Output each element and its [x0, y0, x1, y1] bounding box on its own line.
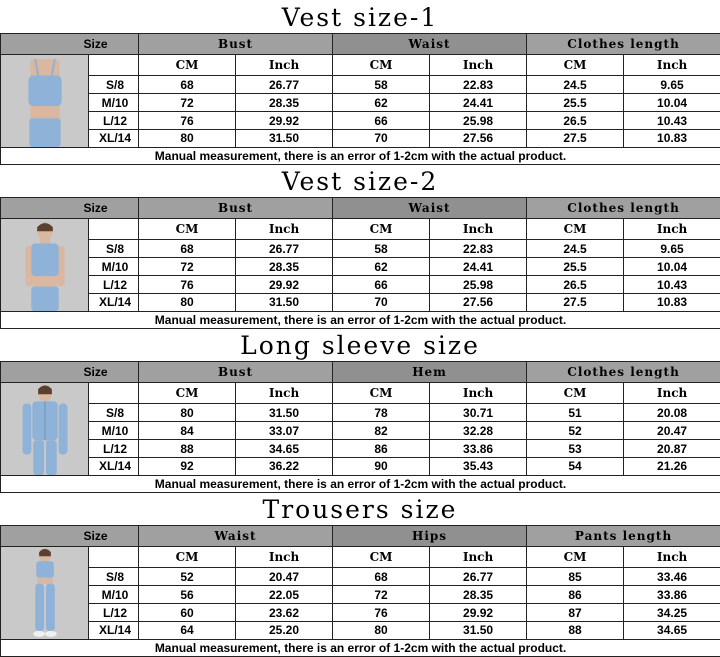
value-cell: 88 — [139, 440, 236, 458]
value-cell: 58 — [333, 76, 430, 94]
value-cell: 34.25 — [624, 604, 720, 622]
value-cell: 10.83 — [624, 129, 720, 147]
size-cell: S/8 — [89, 76, 139, 94]
value-cell: 27.5 — [527, 129, 624, 147]
value-cell: 26.77 — [236, 76, 333, 94]
value-cell: 21.26 — [624, 457, 720, 475]
value-cell: 36.22 — [236, 457, 333, 475]
value-cell: 72 — [139, 258, 236, 276]
value-cell: 20.47 — [624, 422, 720, 440]
value-cell: 80 — [139, 293, 236, 311]
size-cell: XL/14 — [89, 129, 139, 147]
value-cell: 58 — [333, 240, 430, 258]
size-cell: S/8 — [89, 240, 139, 258]
value-cell: 70 — [333, 129, 430, 147]
unit-header: Inch — [624, 219, 720, 240]
value-cell: 25.98 — [430, 112, 527, 130]
measurement-note: Manual measurement, there is an error of 1-2cm with the actual product. — [1, 476, 720, 493]
table-row — [1, 94, 720, 112]
value-cell: 29.92 — [236, 112, 333, 130]
size-table-section — [0, 164, 720, 328]
size-header: Size — [1, 198, 139, 219]
table-row — [1, 568, 720, 586]
blue-leggings-model-image — [1, 547, 89, 639]
table-row — [1, 129, 720, 147]
value-cell: 34.65 — [624, 621, 720, 639]
unit-header: CM — [139, 219, 236, 240]
table-row — [1, 440, 720, 458]
value-cell: 28.35 — [236, 258, 333, 276]
measurement-note: Manual measurement, there is an error of 1-2cm with the actual product. — [1, 148, 720, 165]
unit-header: Inch — [430, 383, 527, 404]
value-cell: 64 — [139, 621, 236, 639]
value-cell: 80 — [139, 404, 236, 422]
measure-group-header: Waist — [139, 526, 333, 547]
table-row — [1, 621, 720, 639]
value-cell: 68 — [333, 568, 430, 586]
value-cell: 28.35 — [236, 94, 333, 112]
size-table-section — [0, 492, 720, 656]
value-cell: 72 — [139, 94, 236, 112]
blue-sports-bra-model-image — [1, 55, 89, 147]
measure-group-header: Clothes length — [527, 362, 720, 383]
unit-header: CM — [139, 55, 236, 76]
value-cell: 92 — [139, 457, 236, 475]
unit-header: Inch — [430, 547, 527, 568]
value-cell: 27.5 — [527, 293, 624, 311]
table-title: Long sleeve size — [0, 328, 720, 361]
blue-long-sleeve-model-image — [1, 383, 89, 475]
measure-group-header: Hips — [333, 526, 527, 547]
value-cell: 32.28 — [430, 422, 527, 440]
measure-group-header: Waist — [333, 198, 527, 219]
value-cell: 10.43 — [624, 276, 720, 294]
table-row — [1, 586, 720, 604]
size-cell: M/10 — [89, 94, 139, 112]
value-cell: 35.43 — [430, 457, 527, 475]
table-row — [1, 76, 720, 94]
value-cell: 84 — [139, 422, 236, 440]
value-cell: 68 — [139, 76, 236, 94]
measure-group-header: Bust — [139, 34, 333, 55]
value-cell: 25.20 — [236, 621, 333, 639]
value-cell: 31.50 — [236, 293, 333, 311]
value-cell: 54 — [527, 457, 624, 475]
table-row — [1, 404, 720, 422]
value-cell: 25.5 — [527, 94, 624, 112]
value-cell: 56 — [139, 586, 236, 604]
size-cell: M/10 — [89, 422, 139, 440]
unit-header: CM — [139, 547, 236, 568]
value-cell: 76 — [139, 112, 236, 130]
value-cell: 90 — [333, 457, 430, 475]
table-row — [1, 276, 720, 294]
model-photo — [1, 55, 89, 148]
value-cell: 24.5 — [527, 240, 624, 258]
value-cell: 34.65 — [236, 440, 333, 458]
size-cell: L/12 — [89, 112, 139, 130]
table-row — [1, 112, 720, 130]
value-cell: 29.92 — [236, 276, 333, 294]
value-cell: 23.62 — [236, 604, 333, 622]
unit-header: CM — [527, 547, 624, 568]
value-cell: 28.35 — [430, 586, 527, 604]
value-cell: 33.46 — [624, 568, 720, 586]
value-cell: 52 — [139, 568, 236, 586]
value-cell: 26.77 — [430, 568, 527, 586]
unit-header: CM — [527, 383, 624, 404]
value-cell: 31.50 — [236, 404, 333, 422]
measurement-note: Manual measurement, there is an error of 1-2cm with the actual product. — [1, 640, 720, 657]
value-cell: 31.50 — [430, 621, 527, 639]
value-cell: 60 — [139, 604, 236, 622]
blue-crop-top-model-image — [1, 219, 89, 311]
value-cell: 10.43 — [624, 112, 720, 130]
value-cell: 27.56 — [430, 129, 527, 147]
value-cell: 51 — [527, 404, 624, 422]
unit-header: Inch — [236, 55, 333, 76]
value-cell: 24.5 — [527, 76, 624, 94]
size-table — [0, 361, 720, 493]
size-cell: S/8 — [89, 568, 139, 586]
value-cell: 78 — [333, 404, 430, 422]
value-cell: 25.98 — [430, 276, 527, 294]
value-cell: 66 — [333, 112, 430, 130]
size-cell: XL/14 — [89, 621, 139, 639]
unit-header: CM — [527, 55, 624, 76]
unit-header: Inch — [624, 55, 720, 76]
value-cell: 76 — [333, 604, 430, 622]
table-title: Vest size-1 — [0, 0, 720, 33]
value-cell: 9.65 — [624, 76, 720, 94]
table-row — [1, 258, 720, 276]
value-cell: 10.04 — [624, 258, 720, 276]
value-cell: 53 — [527, 440, 624, 458]
size-table — [0, 197, 720, 329]
size-cell: L/12 — [89, 604, 139, 622]
value-cell: 86 — [527, 586, 624, 604]
measure-group-header: Hem — [333, 362, 527, 383]
size-table-section — [0, 328, 720, 492]
model-photo — [1, 547, 89, 640]
value-cell: 87 — [527, 604, 624, 622]
size-header: Size — [1, 362, 139, 383]
value-cell: 24.41 — [430, 94, 527, 112]
size-header: Size — [1, 526, 139, 547]
value-cell: 82 — [333, 422, 430, 440]
value-cell: 33.86 — [624, 586, 720, 604]
size-header: Size — [1, 34, 139, 55]
value-cell: 76 — [139, 276, 236, 294]
size-cell: L/12 — [89, 276, 139, 294]
value-cell: 66 — [333, 276, 430, 294]
size-cell: M/10 — [89, 258, 139, 276]
unit-header: CM — [139, 383, 236, 404]
measure-group-header: Waist — [333, 34, 527, 55]
size-cell: XL/14 — [89, 293, 139, 311]
value-cell: 24.41 — [430, 258, 527, 276]
table-title: Trousers size — [0, 492, 720, 525]
measure-group-header: Clothes length — [527, 198, 720, 219]
unit-header: Inch — [430, 55, 527, 76]
size-table — [0, 33, 720, 165]
size-table — [0, 525, 720, 657]
value-cell: 72 — [333, 586, 430, 604]
value-cell: 22.83 — [430, 76, 527, 94]
table-row — [1, 422, 720, 440]
value-cell: 68 — [139, 240, 236, 258]
value-cell: 20.47 — [236, 568, 333, 586]
unit-header: CM — [333, 55, 430, 76]
model-photo — [1, 383, 89, 476]
measure-group-header: Clothes length — [527, 34, 720, 55]
value-cell: 10.04 — [624, 94, 720, 112]
table-row — [1, 293, 720, 311]
measure-group-header: Bust — [139, 198, 333, 219]
value-cell: 33.07 — [236, 422, 333, 440]
value-cell: 20.08 — [624, 404, 720, 422]
unit-header: CM — [333, 219, 430, 240]
value-cell: 22.83 — [430, 240, 527, 258]
unit-header: CM — [333, 547, 430, 568]
value-cell: 22.05 — [236, 586, 333, 604]
measure-group-header: Pants length — [527, 526, 720, 547]
value-cell: 70 — [333, 293, 430, 311]
value-cell: 85 — [527, 568, 624, 586]
value-cell: 9.65 — [624, 240, 720, 258]
value-cell: 27.56 — [430, 293, 527, 311]
size-cell: XL/14 — [89, 457, 139, 475]
measurement-note: Manual measurement, there is an error of 1-2cm with the actual product. — [1, 312, 720, 329]
size-table-section — [0, 0, 720, 164]
value-cell: 80 — [139, 129, 236, 147]
unit-header: Inch — [236, 383, 333, 404]
measure-group-header: Bust — [139, 362, 333, 383]
unit-header: Inch — [624, 383, 720, 404]
size-cell: S/8 — [89, 404, 139, 422]
unit-header: CM — [527, 219, 624, 240]
value-cell: 33.86 — [430, 440, 527, 458]
value-cell: 62 — [333, 94, 430, 112]
table-row — [1, 240, 720, 258]
table-row — [1, 604, 720, 622]
size-cell: M/10 — [89, 586, 139, 604]
value-cell: 88 — [527, 621, 624, 639]
value-cell: 30.71 — [430, 404, 527, 422]
size-cell: L/12 — [89, 440, 139, 458]
value-cell: 26.5 — [527, 276, 624, 294]
value-cell: 25.5 — [527, 258, 624, 276]
value-cell: 86 — [333, 440, 430, 458]
value-cell: 26.5 — [527, 112, 624, 130]
value-cell: 29.92 — [430, 604, 527, 622]
unit-header: Inch — [430, 219, 527, 240]
unit-header: Inch — [624, 547, 720, 568]
table-title: Vest size-2 — [0, 164, 720, 197]
table-row — [1, 457, 720, 475]
value-cell: 52 — [527, 422, 624, 440]
unit-header: Inch — [236, 547, 333, 568]
model-photo — [1, 219, 89, 312]
value-cell: 31.50 — [236, 129, 333, 147]
value-cell: 20.87 — [624, 440, 720, 458]
value-cell: 26.77 — [236, 240, 333, 258]
unit-header: Inch — [236, 219, 333, 240]
value-cell: 80 — [333, 621, 430, 639]
value-cell: 10.83 — [624, 293, 720, 311]
unit-header: CM — [333, 383, 430, 404]
value-cell: 62 — [333, 258, 430, 276]
